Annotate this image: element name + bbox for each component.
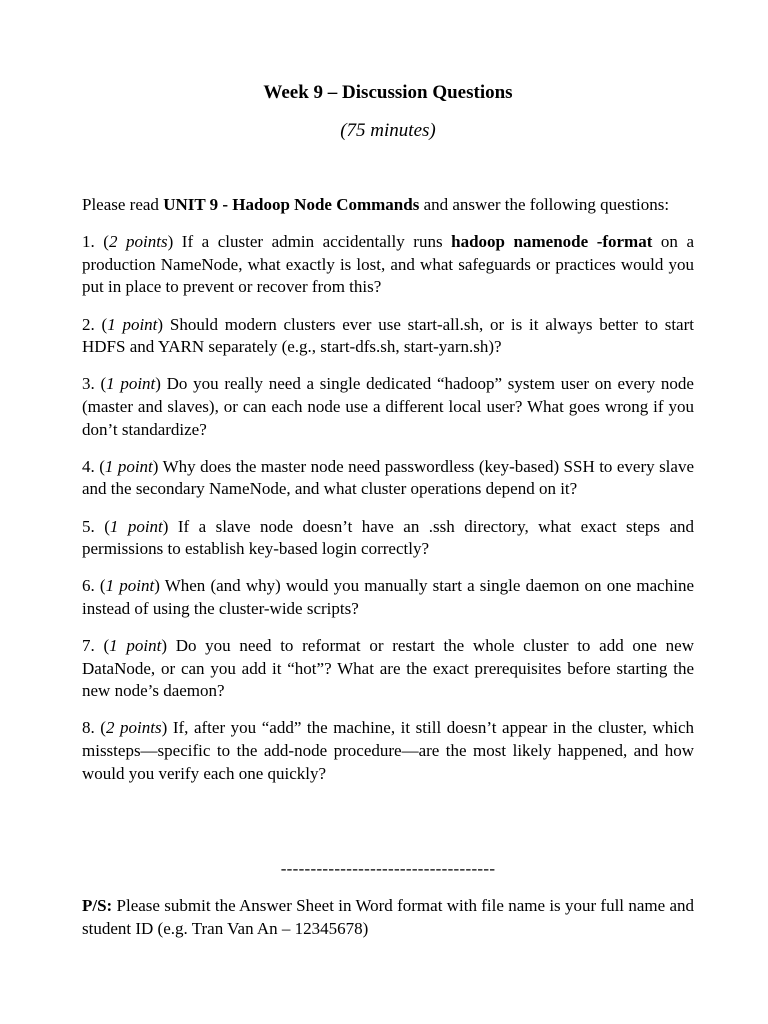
- postscript-label: P/S:: [82, 896, 113, 915]
- question-text: ) Should modern clusters ever use start-all.sh, or is it always better to start HDFS and YARN separately (e.g., start-dfs.sh, start-yarn.sh)?: [82, 314, 694, 357]
- question-number: 5. (: [82, 516, 110, 536]
- question-2: [82, 314, 694, 359]
- intro-text: Please read: [82, 195, 164, 214]
- document-body: [82, 194, 694, 800]
- question-text-end: on a production NameNode, what exactly is lost, and what safeguards or practices would you put in place to prevent or recover from this?: [82, 232, 695, 297]
- question-number: 1. (: [82, 232, 109, 252]
- question-3: [82, 373, 694, 441]
- postscript-note: [82, 895, 694, 940]
- intro-text-end: and answer the following questions:: [419, 195, 670, 214]
- question-number: 4. (: [82, 456, 105, 476]
- question-points: 2 points: [108, 232, 168, 252]
- question-text: ) When (and why) would you manually start a single daemon on one machine instead of using the cluster-wide scripts?: [82, 576, 694, 618]
- question-points: 1 point: [109, 516, 163, 536]
- question-text: ) If, after you “add” the machine, it still doesn’t appear in the cluster, which missteps—specific to the add-node procedure—are the most likely happened, and how would you verify each one quickly?: [82, 718, 694, 783]
- question-text: ) If a cluster admin accidentally runs: [167, 232, 452, 252]
- document-title: Week 9 – Discussion Questions: [263, 82, 513, 103]
- unit-reference: UNIT 9 - Hadoop Node Commands: [163, 195, 420, 214]
- question-text: ) Why does the master node need passwordless (key-based) SSH to every slave and the secondary NameNode, and what cluster operations depend on it?: [82, 456, 694, 499]
- question-points: 1 point: [107, 314, 158, 334]
- question-1: [82, 231, 694, 299]
- question-6: [82, 575, 694, 620]
- postscript-text: Please submit the Answer Sheet in Word format with file name is your full name and student ID (e.g. Tran Van An – 12345678): [82, 896, 694, 938]
- command-text: hadoop namenode -format: [451, 232, 653, 252]
- question-text: ) Do you need to reformat or restart the whole cluster to add one new DataNode, or can you add it “hot”? What are the exact prerequisites before starting the new node’s daemon?: [82, 636, 694, 701]
- question-points: 1 point: [106, 374, 156, 394]
- question-text: ) Do you really need a single dedicated “hadoop” system user on every node (master and slaves), or can each node use a different local user? What goes wrong if you don’t standardize?: [82, 374, 694, 439]
- question-text: ) If a slave node doesn’t have an .ssh directory, what exact steps and permissions to establish key-based login correctly?: [82, 516, 694, 559]
- intro-paragraph: [82, 194, 694, 217]
- question-5: [82, 516, 694, 561]
- question-number: 7. (: [82, 636, 110, 656]
- question-number: 8. (: [82, 718, 106, 738]
- question-points: 1 point: [104, 456, 153, 476]
- question-points: 1 point: [105, 576, 155, 596]
- question-4: [82, 456, 694, 501]
- question-7: [82, 635, 694, 703]
- question-number: 6. (: [82, 576, 106, 596]
- section-divider: ------------------------------------: [280, 859, 496, 878]
- question-points: 2 points: [105, 718, 162, 738]
- question-points: 1 point: [109, 636, 162, 656]
- question-number: 2. (: [82, 314, 108, 334]
- question-number: 3. (: [82, 374, 107, 394]
- question-8: [82, 717, 694, 785]
- document-subtitle: (75 minutes): [340, 120, 436, 141]
